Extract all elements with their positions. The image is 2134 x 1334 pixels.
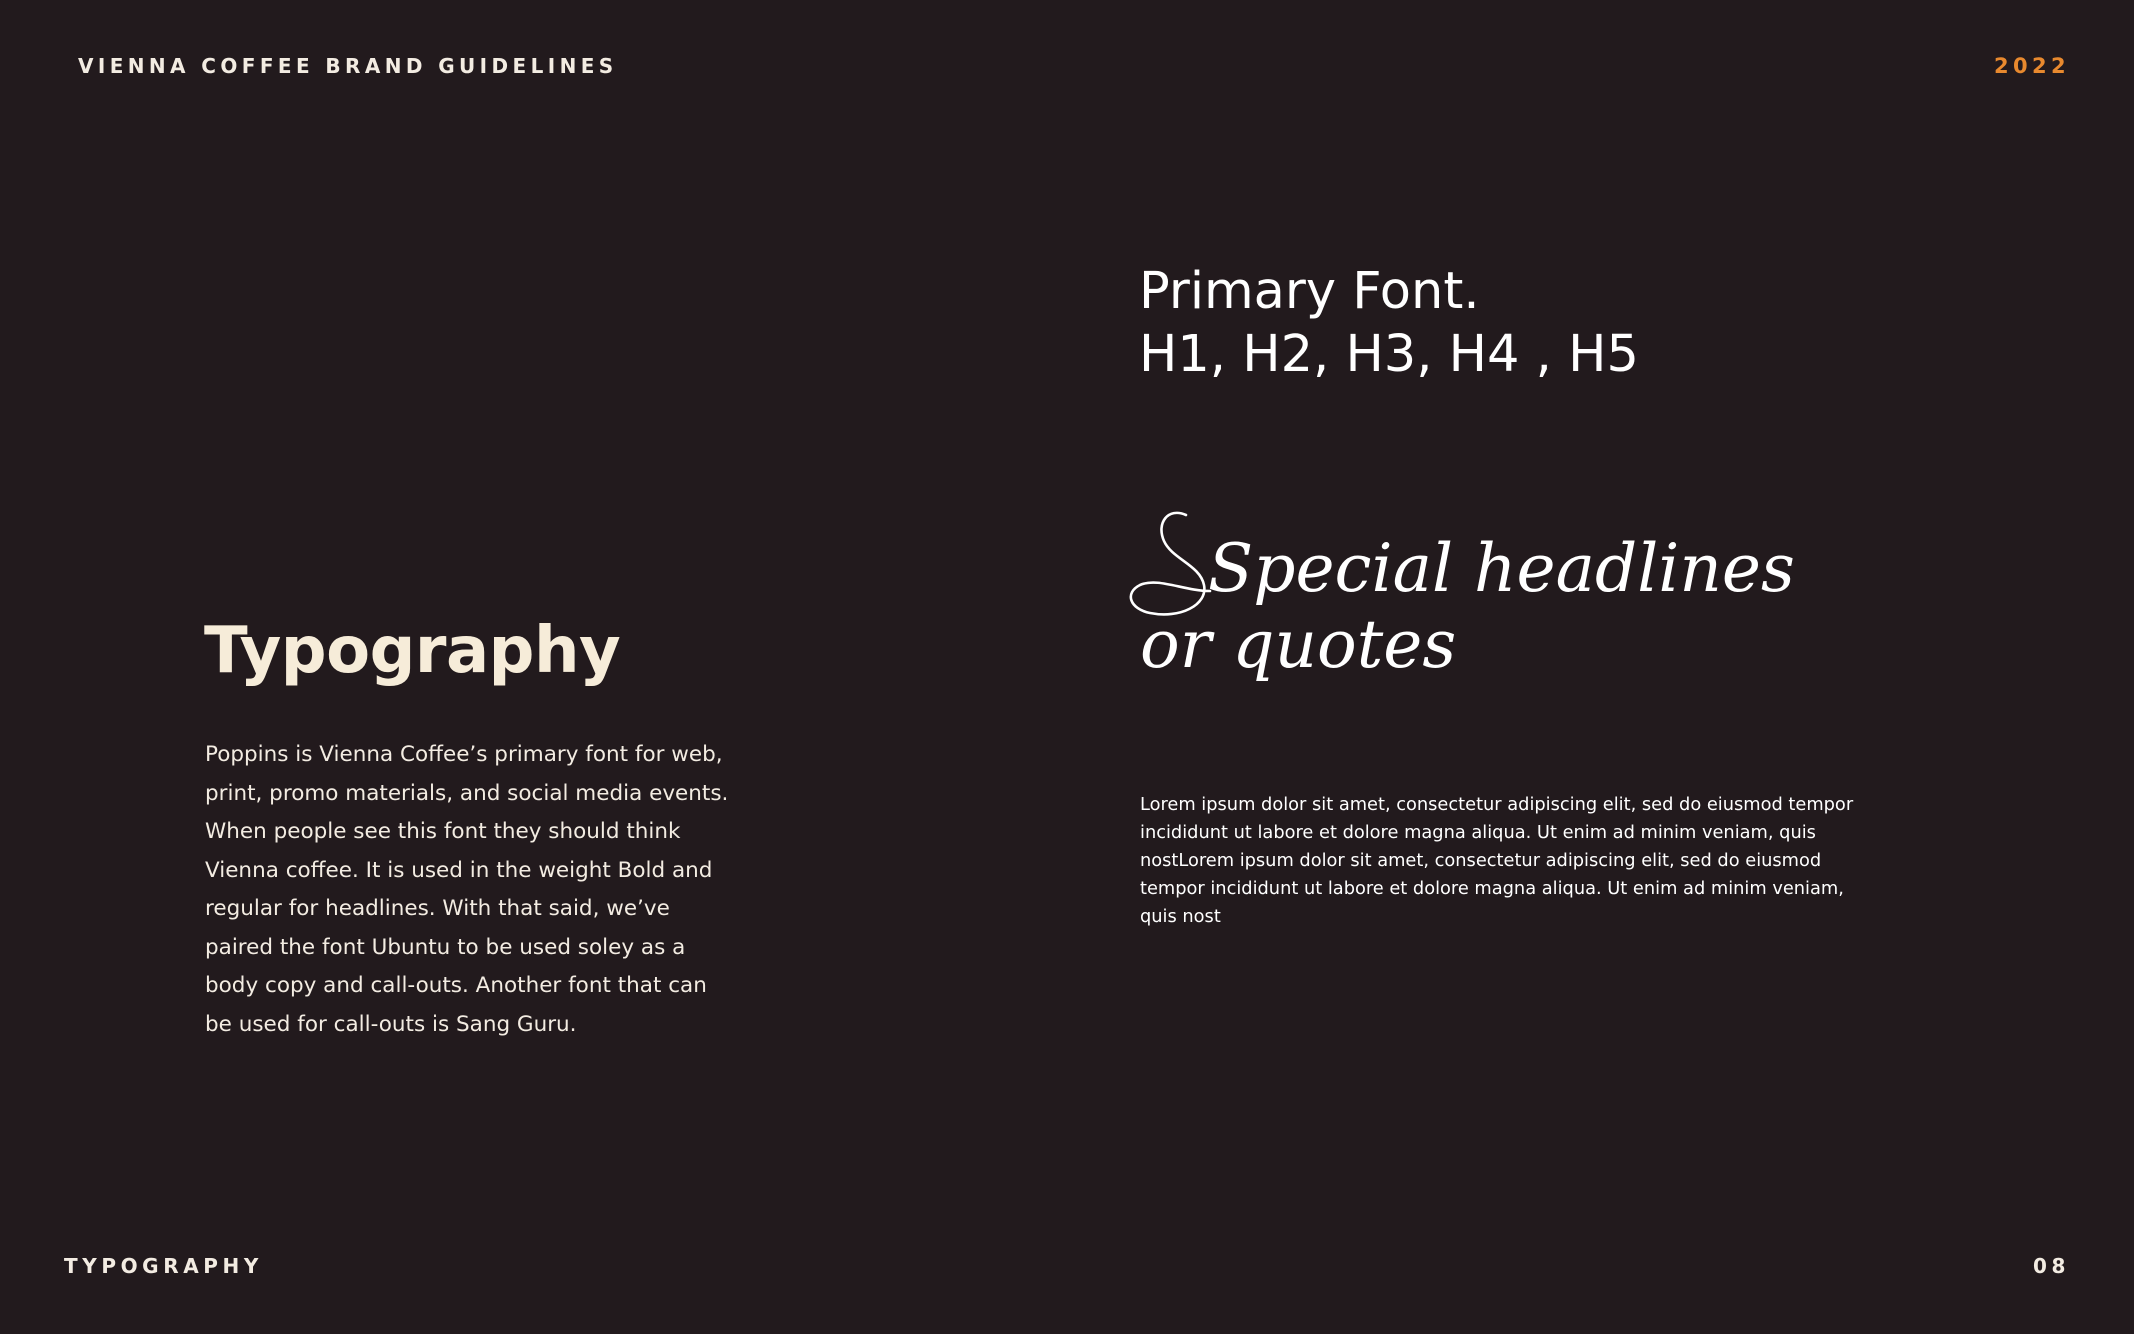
primary-font-sample [1139, 260, 1639, 386]
primary-font-line-2: H1, H2, H3, H4 , H5 [1139, 325, 1639, 384]
special-line-2: or quotes [1140, 606, 1457, 683]
script-swash-flourish [1131, 513, 1210, 615]
special-line-1: Special headlines [1208, 530, 1795, 607]
body-copy-sample: Lorem ipsum dolor sit amet, consectetur adipiscing elit, sed do eiusmod tempor incididunt ut labore et dolore magna aliqua. Ut enim ad minim veniam, quis nostLorem ipsum dolor sit amet, consectetur adipiscing elit, sed do eiusmod tempor incididunt ut labore et dolore magna aliqua. Ut enim ad minim veniam, quis nost [1140, 794, 1854, 927]
brand-guidelines-title: VIENNA COFFEE BRAND GUIDELINES [78, 54, 618, 78]
year-label: 2022 [1993, 54, 2070, 78]
footer-section-label: TYPOGRAPHY [64, 1254, 263, 1278]
section-description: Poppins is Vienna Coffee’s primary font for web, print, promo materials, and social media events. When people see this font they should think Vienna coffee. It is used in the weight Bold and regular for headlines. With that said, we’ve paired the font Ubuntu to be used soley as a body copy and call-outs. Another font that can be used for call-outs is Sang Guru. [205, 742, 729, 1037]
special-headlines-script-sample [1128, 495, 1795, 715]
page-number: 08 [2032, 1254, 2070, 1278]
section-title: Typography [204, 614, 621, 688]
primary-font-line-1: Primary Font. [1139, 262, 1480, 321]
